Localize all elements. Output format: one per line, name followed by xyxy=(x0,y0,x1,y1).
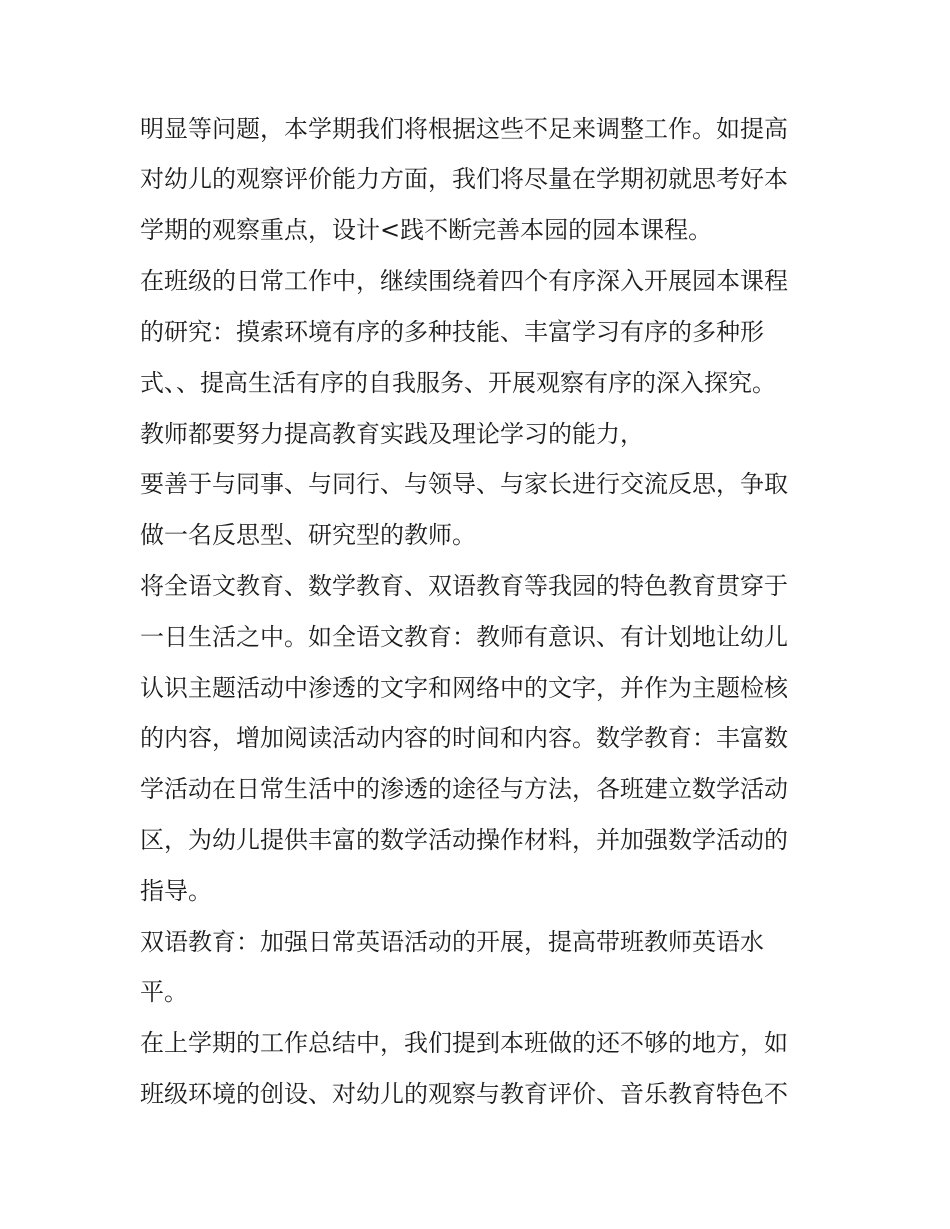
text-line: 的研究：摸索环境有序的多种技能、丰富学习有序的多种形 xyxy=(140,318,764,346)
text-line: 学期的观察重点，设计<践不断完善本园的园本课程。 xyxy=(140,216,713,244)
text-line: 教师都要努力提高教育实践及理论学习的能力， xyxy=(140,420,644,448)
text-line: 学活动在日常生活中的渗透的途径与方法，各班建立数学活动 xyxy=(140,775,788,803)
text-line: 双语教育：加强日常英语活动的开展，提高带班教师英语水 xyxy=(140,928,764,956)
text-line: 平。 xyxy=(140,978,188,1006)
text-line: 一日生活之中。如全语文教育：教师有意识、有计划地让幼儿 xyxy=(140,623,788,651)
text-line: 明显等问题，本学期我们将根据这些不足来调整工作。如提高 xyxy=(140,115,788,143)
text-line: 做一名反思型、研究型的教师。 xyxy=(140,521,476,549)
text-line: 指导。 xyxy=(140,877,212,905)
text-line: 对幼儿的观察评价能力方面，我们将尽量在学期初就思考好本 xyxy=(140,165,788,193)
text-line: 区，为幼儿提供丰富的数学活动操作材料，并加强数学活动的 xyxy=(140,826,788,854)
text-line: 要善于与同事、与同行、与领导、与家长进行交流反思，争取 xyxy=(140,470,788,498)
text-line: 在上学期的工作总结中，我们提到本班做的还不够的地方，如 xyxy=(140,1029,788,1057)
text-line: 将全语文教育、数学教育、双语教育等我园的特色教育贯穿于 xyxy=(140,572,788,600)
text-line: 在班级的日常工作中，继续围绕着四个有序深入开展园本课程 xyxy=(140,267,788,295)
text-line: 的内容，增加阅读活动内容的时间和内容。数学教育：丰富数 xyxy=(140,724,788,752)
text-line: 认识主题活动中渗透的文字和网络中的文字，并作为主题检核 xyxy=(140,674,788,702)
text-line: 式、、提高生活有序的自我服务、开展观察有序的深入探究。 xyxy=(140,369,776,397)
text-line: 班级环境的创设、对幼儿的观察与教育评价、音乐教育特色不 xyxy=(140,1080,788,1108)
